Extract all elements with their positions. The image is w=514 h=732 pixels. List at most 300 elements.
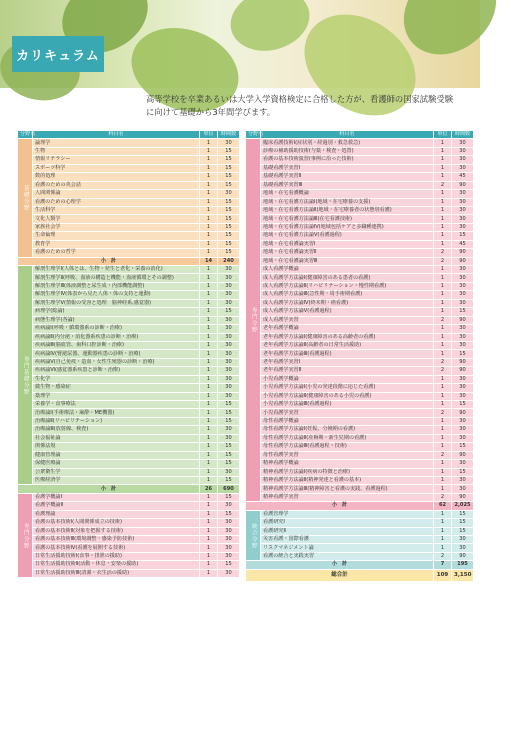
hours-cell: 30 [218,375,240,383]
subject-cell: 基礎看護学実習Ⅰ [261,164,434,172]
subject-cell: 小児看護学方法論Ⅱ(健康障害のある小児の看護) [261,392,434,400]
units-cell: 1 [200,401,218,409]
curriculum-table-left [17,130,240,578]
units-cell: 1 [434,536,452,544]
units-cell: 1 [200,333,218,341]
units-cell: 2 [434,409,452,417]
units-cell: 2 [434,249,452,257]
hours-cell: 15 [452,527,474,535]
table-row [246,232,474,240]
hours-cell: 30 [218,325,240,333]
units-cell: 2 [434,257,452,265]
subject-cell: 小児看護学方法論Ⅲ(看護過程) [261,401,434,409]
table-row [246,173,474,181]
subject-cell: 母性看護学概論 [261,417,434,425]
hours-cell: 15 [452,350,474,358]
subject-cell: 解剖生理学Ⅱ(呼吸、血液の構造と機能・血液循環とその調整) [33,274,200,282]
table-row [18,333,240,341]
table-row [18,325,240,333]
subject-cell: 成人看護学方法論Ⅱ(リハビリテーション・慢性期看護) [261,282,434,290]
hours-cell: 30 [218,358,240,366]
subject-cell: 成人看護学方法論Ⅳ(終末期・癌看護) [261,299,434,307]
subject-cell: 臨床看護技術Ⅰ(症状別・経過別・救急救急) [261,139,434,147]
hours-cell: 30 [218,392,240,400]
category-cell: 基礎分野 [18,139,33,257]
table-row [246,341,474,349]
hours-cell: 30 [452,375,474,383]
table-row [18,409,240,417]
subject-cell: 看護学概論Ⅱ [33,502,200,510]
units-cell: 1 [200,502,218,510]
subject-cell: リスクマネジメント論 [261,544,434,552]
subject-cell: 看護の基本技術演習(事例に沿った技術) [261,156,434,164]
table-row [246,375,474,383]
hours-cell: 15 [218,249,240,257]
subject-cell: 母性看護学実習 [261,451,434,459]
category-cell: 専門基礎分野 [18,266,33,485]
subject-cell: 論理学 [33,139,200,147]
table-row [246,181,474,189]
table-row [246,493,474,501]
hours-cell: 15 [452,308,474,316]
hours-cell: 30 [218,367,240,375]
subject-cell: 病理学(総論) [33,308,200,316]
hours-cell: 30 [452,341,474,349]
units-cell: 1 [200,384,218,392]
hours-cell: 30 [218,190,240,198]
table-row [18,367,240,375]
subject-cell: 看護の基本技術Ⅲ(環境調整・感染予防技術) [33,536,200,544]
subtotal-hours: 2,025 [452,502,474,510]
units-cell: 1 [200,308,218,316]
table-row [18,460,240,468]
hours-cell: 30 [452,206,474,214]
hours-cell: 30 [218,274,240,282]
units-cell: 1 [434,147,452,155]
table-row [246,426,474,434]
subject-cell: 疾病論Ⅵ(感覚器系疾患と診断・治療) [33,367,200,375]
hours-cell: 15 [218,181,240,189]
subject-cell: 家族社会学 [33,223,200,231]
table-row [246,519,474,527]
subtotal-label: 小 計 [18,257,200,265]
table-row [18,249,240,257]
table-row [246,460,474,468]
subtotal-row [246,561,474,569]
subject-cell: 栄養学・食事療法 [33,401,200,409]
table-row [18,350,240,358]
subject-cell: 地域・在宅看護方法論Ⅳ(地域包括ケアと多職種連携) [261,223,434,231]
subject-cell: 老年看護学概論 [261,325,434,333]
hours-cell: 30 [218,502,240,510]
table-row [246,156,474,164]
hours-cell: 30 [452,476,474,484]
hours-cell: 15 [218,198,240,206]
hours-cell: 15 [452,232,474,240]
hours-cell: 30 [452,282,474,290]
hours-cell: 15 [218,451,240,459]
hours-cell: 90 [452,257,474,265]
units-cell: 1 [434,266,452,274]
table-row [246,358,474,366]
table-row [246,451,474,459]
table-row [246,266,474,274]
table-row [246,434,474,442]
table-row [18,139,240,147]
subject-cell: 看護のための英会話 [33,181,200,189]
units-cell: 1 [200,139,218,147]
table-row [246,392,474,400]
units-cell: 1 [200,443,218,451]
units-cell: 1 [200,434,218,442]
hours-cell: 30 [218,291,240,299]
hours-cell: 15 [218,476,240,484]
subject-cell: 小児看護学実習 [261,409,434,417]
table-row [246,485,474,493]
table-row [18,181,240,189]
subject-cell: 成人看護学実習 [261,316,434,324]
units-cell: 1 [434,460,452,468]
table-row [246,468,474,476]
hours-cell: 90 [452,181,474,189]
hours-cell: 15 [218,561,240,569]
table-row [246,333,474,341]
hours-cell: 30 [452,139,474,147]
subject-cell: 成人看護学方法論Ⅰ(健康障害のある患者の看護) [261,274,434,282]
units-cell: 1 [434,350,452,358]
table-row [246,308,474,316]
table-row [18,536,240,544]
table-row [18,299,240,307]
hours-cell: 30 [218,569,240,577]
hours-cell: 45 [452,173,474,181]
subtotal-units: 7 [434,561,452,569]
units-cell: 1 [200,240,218,248]
subject-cell: 診療の補助援助技術(与薬・検査・処置) [261,147,434,155]
hours-cell: 30 [218,341,240,349]
hours-cell: 15 [218,156,240,164]
subject-cell: 地域・在宅看護方法論Ⅴ(看護過程) [261,232,434,240]
table-row [246,257,474,265]
units-cell: 1 [200,476,218,484]
units-cell: 1 [200,206,218,214]
hours-cell: 15 [218,232,240,240]
hours-cell: 30 [452,223,474,231]
subject-cell: 生化学 [33,375,200,383]
hours-cell: 15 [218,417,240,425]
subject-cell: 地域・在宅看護論実習Ⅱ [261,249,434,257]
hours-cell: 30 [218,139,240,147]
units-cell: 1 [200,569,218,577]
table-row [18,476,240,484]
subject-cell: 社会福祉論 [33,434,200,442]
table-row [18,173,240,181]
subject-cell: 解剖生理学Ⅲ(体液調整と尿生成・内部機能調整) [33,282,200,290]
units-cell: 1 [200,451,218,459]
subject-cell: 日常生活援助技術Ⅱ(活動・休息・安楽の援助) [33,561,200,569]
units-cell: 1 [200,536,218,544]
hours-cell: 15 [218,206,240,214]
hours-cell: 90 [452,409,474,417]
units-cell: 1 [200,173,218,181]
units-cell: 1 [434,156,452,164]
subject-cell: 教育学 [33,240,200,248]
table-row [246,249,474,257]
hours-cell: 30 [452,266,474,274]
units-cell: 1 [434,198,452,206]
subject-cell: 公衆衛生学 [33,468,200,476]
hours-cell: 30 [452,147,474,155]
subject-cell: 成人看護学方法論Ⅲ(急性期・周手術期看護) [261,291,434,299]
subject-cell: 精神看護学概論 [261,460,434,468]
units-cell: 1 [434,426,452,434]
hours-cell: 15 [218,460,240,468]
units-cell: 1 [434,476,452,484]
units-cell: 1 [434,240,452,248]
grand-total-row [246,569,474,581]
table-row [246,190,474,198]
hours-cell: 30 [218,468,240,476]
hours-cell: 30 [218,527,240,535]
subject-cell: 保健医療論 [33,460,200,468]
units-cell: 1 [200,316,218,324]
col-subject: 科目名 [261,131,434,139]
hours-cell: 30 [452,426,474,434]
subject-cell: 疾病論Ⅴ(自己免疫・造血・女性生殖器の診断・治療) [33,358,200,366]
hours-cell: 30 [218,282,240,290]
table-row [246,240,474,248]
units-cell: 1 [200,291,218,299]
units-cell: 1 [434,527,452,535]
table-row [246,527,474,535]
units-cell: 1 [200,358,218,366]
table-row [18,223,240,231]
units-cell: 2 [434,181,452,189]
table-row [18,240,240,248]
col-units: 単位 [434,131,452,139]
subject-cell: 疾病論Ⅰ(呼吸・循環器系の診断・治療) [33,325,200,333]
subject-cell: 地域・在宅看護方法論Ⅰ(地域・在宅療養の支援) [261,198,434,206]
subject-cell: 文化人類学 [33,215,200,223]
hours-cell: 15 [218,173,240,181]
subtotal-hours: 195 [452,561,474,569]
table-row [18,274,240,282]
hours-cell: 45 [452,240,474,248]
table-row [246,164,474,172]
hours-cell: 30 [218,552,240,560]
subject-cell: 看護研究Ⅰ [261,519,434,527]
subject-cell: 精神看護学方法論Ⅲ(精神障害と看護の実践、看護過程) [261,485,434,493]
units-cell: 1 [434,417,452,425]
subtotal-units: 26 [200,485,218,493]
subject-cell: 薬理学 [33,392,200,400]
hours-cell: 30 [218,299,240,307]
units-cell: 1 [200,181,218,189]
hours-cell: 15 [218,164,240,172]
units-cell: 2 [434,451,452,459]
subject-cell: 看護のための心理学 [33,198,200,206]
units-cell: 1 [434,223,452,231]
category-cell: 専門分野 [246,139,261,502]
table-row [246,409,474,417]
hours-cell: 15 [218,443,240,451]
subtotal-units: 62 [434,502,452,510]
subject-cell: 数的処理 [33,173,200,181]
hours-cell: 90 [452,493,474,501]
units-cell: 1 [200,468,218,476]
page-title: カリキュラム [12,36,104,72]
col-category: 分野名 [18,131,33,139]
units-cell: 1 [434,392,452,400]
subject-cell: 地域・在宅看護方法論Ⅲ(在宅看護技術) [261,215,434,223]
table-row [18,417,240,425]
subject-cell: 看護の基本技術Ⅳ(看護を展開する技術) [33,544,200,552]
units-cell: 1 [200,409,218,417]
subtotal-label: 小 計 [246,502,434,510]
hours-cell: 15 [218,409,240,417]
units-cell: 1 [200,266,218,274]
table-row [18,308,240,316]
units-cell: 1 [434,164,452,172]
units-cell: 1 [200,190,218,198]
subject-cell: 看護の基本技術Ⅱ(対象を把握する技術) [33,527,200,535]
hours-cell: 30 [218,384,240,392]
intro-text [146,93,476,119]
subject-cell: 解剖生理学Ⅳ(体表から見た人体・体の支持と運動) [33,291,200,299]
hours-cell: 30 [452,485,474,493]
units-cell: 1 [200,460,218,468]
col-hours: 時間数 [452,131,474,139]
table-row [246,223,474,231]
units-cell: 1 [200,325,218,333]
hours-cell: 30 [452,460,474,468]
table-row [18,215,240,223]
units-cell: 1 [434,173,452,181]
subtotal-row [246,502,474,510]
subject-cell: 精神看護学方法論Ⅰ(疾病の特徴と治療) [261,468,434,476]
units-cell: 2 [434,316,452,324]
subject-cell: 情報リテラシー [33,156,200,164]
units-cell: 1 [200,527,218,535]
hours-cell: 15 [452,510,474,518]
table-row [246,299,474,307]
col-category: 分野名 [246,131,261,139]
subject-cell: 人間関係論 [33,190,200,198]
hours-cell: 15 [452,443,474,451]
hours-cell: 30 [452,190,474,198]
units-cell: 1 [434,215,452,223]
units-cell: 1 [200,417,218,425]
hours-cell: 30 [218,434,240,442]
hours-cell: 90 [452,367,474,375]
hours-cell: 15 [218,510,240,518]
subject-cell: 老年看護学実習Ⅱ [261,367,434,375]
subtotal-row [18,257,240,265]
table-row [246,139,474,147]
table-row [246,282,474,290]
hours-cell: 30 [452,417,474,425]
units-cell: 1 [200,426,218,434]
hours-cell: 15 [218,215,240,223]
subject-cell: 関係法規 [33,443,200,451]
subject-cell: 成人看護学方法論Ⅴ(看護過程) [261,308,434,316]
subtotal-label: 小 計 [18,485,200,493]
hours-cell: 30 [452,536,474,544]
table-row [18,468,240,476]
table-row [18,561,240,569]
subject-cell: 母性看護学方法論Ⅱ(産褥期・新生児期の看護) [261,434,434,442]
hours-cell: 30 [452,164,474,172]
hours-cell: 30 [452,291,474,299]
hero-banner [0,0,480,88]
table-row [18,190,240,198]
table-row [18,206,240,214]
hours-cell: 90 [452,451,474,459]
col-units: 単位 [200,131,218,139]
hours-cell: 30 [218,316,240,324]
hours-cell: 30 [452,325,474,333]
intro-line-2: に向けて基礎から3年間学びます。 [146,107,276,117]
units-cell: 1 [434,139,452,147]
table-row [246,367,474,375]
units-cell: 1 [200,223,218,231]
table-row [18,358,240,366]
subject-cell: 母性看護学方法論Ⅰ(妊娠、分娩期の看護) [261,426,434,434]
units-cell: 2 [434,552,452,560]
subject-cell: 地域・在宅看護論実習Ⅲ [261,257,434,265]
units-cell: 1 [434,274,452,282]
curriculum-table-right [245,130,474,582]
table-row [18,519,240,527]
hours-cell: 30 [452,392,474,400]
subject-cell: 基礎看護学実習Ⅱ [261,173,434,181]
table-row [18,401,240,409]
table-row [18,552,240,560]
table-row [246,443,474,451]
subject-cell: 地域・在宅看護方法論Ⅱ(地域・在宅療養者の状態別看護) [261,206,434,214]
subject-cell: 看護研究Ⅱ [261,527,434,535]
subtotal-row [18,485,240,493]
table-row [246,291,474,299]
units-cell: 1 [200,552,218,560]
units-cell: 1 [434,401,452,409]
table-row [246,552,474,560]
subject-cell: 小児看護学方法論Ⅰ(小児の発達段階に応じた看護) [261,384,434,392]
subject-cell: 小児看護学概論 [261,375,434,383]
hours-cell: 30 [218,350,240,358]
units-cell: 1 [200,544,218,552]
subject-cell: 老年看護学方法論Ⅲ(看護過程) [261,350,434,358]
subject-cell: 治療論Ⅱ(リハビリテーション) [33,417,200,425]
subject-cell: 生命倫理 [33,232,200,240]
hours-cell: 90 [452,249,474,257]
units-cell: 1 [200,282,218,290]
table-row [18,493,240,501]
table-row [18,156,240,164]
units-cell: 1 [200,215,218,223]
subject-cell: 精神看護学実習 [261,493,434,501]
table-row [18,426,240,434]
hours-cell: 15 [452,519,474,527]
table-row [246,147,474,155]
hours-cell: 30 [452,274,474,282]
table-row [246,325,474,333]
hours-cell: 30 [452,215,474,223]
subject-cell: 疾病論Ⅱ(内分泌・消化器系疾患の診断・治療) [33,333,200,341]
subtotal-units: 14 [200,257,218,265]
col-hours: 時間数 [218,131,240,139]
table-row [18,434,240,442]
